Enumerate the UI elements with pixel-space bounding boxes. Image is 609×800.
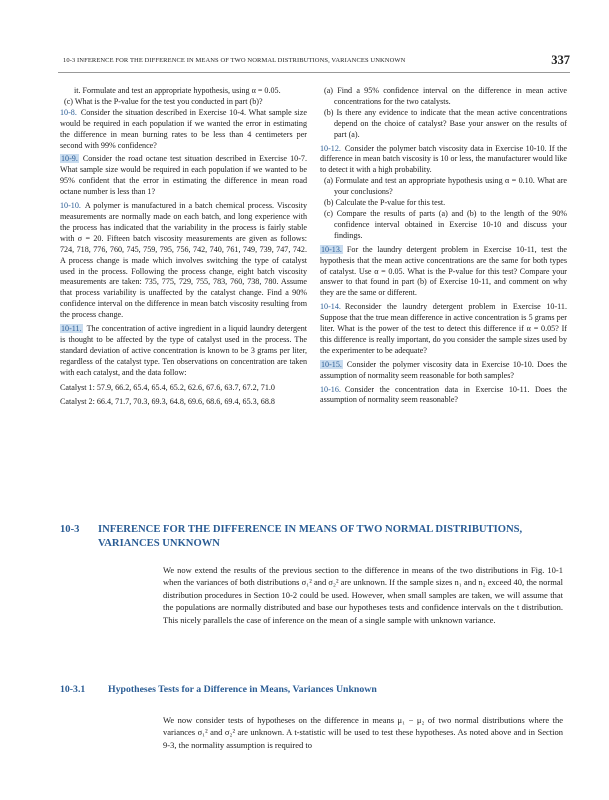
- exercise-text: Consider the road octane test situation described in Exercise 10-7. What sample size would be required in each population if we wanted to be 95% confident that the error in estimating the difference in mean road octane number is less than 1?: [60, 154, 307, 197]
- running-header: [58, 53, 570, 73]
- subsection-body: [163, 714, 563, 751]
- exercise-number: 10-8.: [60, 107, 77, 117]
- exercise-10-12-part-c: (c) Compare the results of parts (a) and (b) to the length of the 90% confidence interval obtained in Exercise 10-10 and discuss your findings.: [324, 208, 567, 240]
- exercise-part-a: (a) Find a 95% confidence interval on the difference in mean active concentrations for the two catalysts.: [324, 86, 567, 106]
- exercise-text: Consider the concentration data in Exercise 10-11. Does the assumption of normality seem reasonable?: [320, 384, 567, 405]
- exercise-text: Consider the polymer batch viscosity data in Exercise 10-10. If the difference in mean batch viscosity is 10 or less, the manufacturer would like to detect it with a high probability.: [320, 143, 567, 175]
- exercise-10-9: [60, 154, 307, 198]
- exercise-10-16: [320, 385, 567, 407]
- exercise-continuation-c: (c) What is the P-value for the test you conducted in part (b)?: [64, 96, 263, 106]
- exercise-part-b: (b) Is there any evidence to indicate that the mean active concentrations depend on the choice of catalyst? Base your answer on the results of part (a).: [324, 107, 567, 139]
- page-number: 337: [551, 53, 570, 67]
- exercise-number: 10-9.: [61, 154, 78, 164]
- exercise-number: 10-11.: [61, 324, 82, 334]
- exercise-text: For the laundry detergent problem in Exercise 10-11, test the hypothesis that the mean active concentrations are the same for both types of catalyst. Use α = 0.05. What is the P-value for this test? Compare your answer to that found in part (b) of Exercise 10-11, and comment on why they are the same or different.: [320, 244, 567, 298]
- exercise-number: 10-10.: [60, 201, 81, 211]
- exercise-10-14: [320, 302, 567, 357]
- section-number: 10-3: [60, 524, 80, 535]
- catalyst-2-data: Catalyst 2: 66.4, 71.7, 70.3, 69.3, 64.8, 69.6, 68.6, 69.4, 65.3, 68.8: [60, 397, 275, 407]
- subsection-title: Hypotheses Tests for a Difference in Means, Variances Unknown: [108, 684, 377, 695]
- exercise-text: Reconsider the laundry detergent problem in Exercise 10-11. Suppose that the true mean difference in active concentration is 5 grams per liter. What is the power of the test to detect this difference if α = 0.05? If this difference is really important, do you consider the sample sizes used by the experimenter to be adequate?: [320, 302, 567, 355]
- exercise-10-13: [320, 245, 567, 300]
- exercise-10-10: [60, 201, 307, 321]
- exercise-10-8: [60, 108, 307, 152]
- running-title: 10-3 INFERENCE FOR THE DIFFERENCE IN MEANS OF TWO NORMAL DISTRIBUTIONS, VARIANCES UNKNOWN: [63, 57, 406, 64]
- exercise-10-12-part-b: (b) Calculate the P-value for this test.: [324, 198, 446, 208]
- right-column: [320, 86, 567, 406]
- exercise-number: 10-14.: [320, 302, 341, 312]
- left-column: [60, 86, 307, 408]
- exercise-continuation-b: it. Formulate and test an appropriate hypothesis, using α = 0.05.: [74, 86, 281, 95]
- exercise-text: Consider the polymer viscosity data in Exercise 10-10. Does the assumption of normality seem reasonable for both samples?: [320, 359, 567, 380]
- exercise-10-12: [320, 144, 567, 177]
- exercise-10-15: [320, 360, 567, 382]
- exercise-10-11: [60, 324, 307, 379]
- section-body: [163, 564, 563, 626]
- exercise-number: 10-15.: [321, 359, 342, 369]
- exercise-number: 10-13.: [321, 244, 342, 254]
- section-title: INFERENCE FOR THE DIFFERENCE IN MEANS OF TWO NORMAL DISTRIBUTIONS, VARIANCES UNKNOWN: [98, 524, 523, 549]
- exercise-text: A polymer is manufactured in a batch chemical process. Viscosity measurements are normally made on each batch, and long experience with the process has indicated that the variability in the process is fairly stable with σ = 20. Fifteen batch viscosity measurements are given as follows: 724, 718, 776, 760, 745, 759, 795, 756, 742, 740, 761, 749, 739, 747, 742. A process change is made which involves switching the type of catalyst used in the process. Following the process change, eight batch viscosity measurements are taken: 735, 775, 729, 755, 783, 760, 738, 780. Assume that process variability is unaffected by the catalyst change. Find a 90% confidence interval on the difference in mean batch viscosity resulting from the process change.: [60, 201, 307, 320]
- exercise-text: Consider the situation described in Exercise 10-4. What sample size would be required in each population if we wanted the error in estimating the difference in mean burning rates to be less than 4 centimeters per second with 99% confidence?: [60, 107, 307, 150]
- section-paragraph: We now extend the results of the previous section to the difference in means of the two distributions in Fig. 10-1 when the variances of both distributions σ₁² and σ₂² are unknown. If the sample sizes n₁ and n₂ exceed 40, the normal distribution procedures in Section 10-2 could be used. However, when small samples are taken, we will assume that the populations are normally distributed and base our hypotheses tests and confidence intervals on the t distribution. This nicely parallels the case of inference on the mean of a single sample with unknown variance.: [163, 565, 563, 625]
- catalyst-1-data: Catalyst 1: 57.9, 66.2, 65.4, 65.4, 65.2, 62.6, 67.6, 63.7, 67.2, 71.0: [60, 382, 275, 392]
- subsection-paragraph: We now consider tests of hypotheses on the difference in means μ₁ − μ₂ of two normal distributions where the variances σ₁² and σ₂² are unknown. A t-statistic will be used to test these hypotheses. As noted above and in Section 9-3, the normality assumption is required to: [163, 715, 563, 750]
- subsection-heading: [60, 684, 560, 695]
- exercise-text: The concentration of active ingredient in a liquid laundry detergent is thought to be affected by the type of catalyst used in the process. The standard deviation of active concentration is known to be 3 grams per liter, regardless of the catalyst type. Ten observations on concentration are taken with each catalyst, and the data follow:: [60, 324, 307, 377]
- section-heading: [60, 523, 560, 550]
- exercise-number: 10-12.: [320, 143, 341, 153]
- subsection-number: 10-3.1: [60, 684, 86, 695]
- exercise-10-12-part-a: (a) Formulate and test an appropriate hypothesis using α = 0.10. What are your conclusions?: [324, 176, 567, 197]
- exercise-number: 10-16.: [320, 384, 341, 394]
